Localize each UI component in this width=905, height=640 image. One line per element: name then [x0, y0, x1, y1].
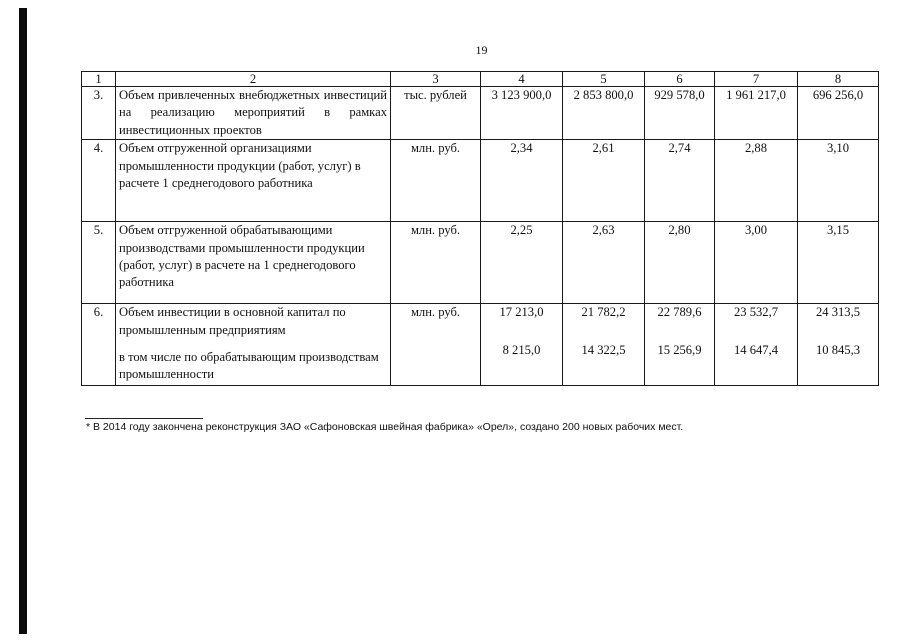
value-cell — [563, 304, 645, 386]
row-number: 5. — [82, 222, 116, 304]
value-cell: 3,10 — [798, 140, 879, 222]
page-number: 19 — [475, 43, 488, 57]
row-number: 4. — [82, 140, 116, 222]
row-description: Объем инвестиции в основной капитал по промышленным предприятиям — [119, 305, 346, 337]
table-row — [82, 140, 879, 222]
row-number: 3. — [82, 87, 116, 140]
value-cell: 696 256,0 — [798, 87, 879, 140]
row-sub-description: в том числе по обрабатывающим производствам промышленности — [119, 349, 379, 382]
footnote: * В 2014 году закончена реконструкция ЗАО «Сафоновская швейная фабрика» «Орел», создано 200 новых рабочих мест. — [86, 421, 684, 433]
table-row — [82, 304, 879, 386]
value: 21 782,2 — [581, 305, 626, 320]
value-cell — [798, 304, 879, 386]
row-number: 6. — [82, 304, 116, 386]
value-cell: 2,61 — [563, 140, 645, 222]
column-header: 4 — [481, 72, 563, 87]
value-cell: 3,15 — [798, 222, 879, 304]
sub-value: 10 845,3 — [815, 342, 861, 357]
row-unit: тыс. рублей — [391, 87, 481, 140]
column-header: 7 — [715, 72, 798, 87]
scan-binding-edge — [19, 8, 27, 634]
row-description: Объем отгруженной организациями промышленности продукции (работ, услуг) в расчете 1 среднегодового работника — [116, 140, 391, 222]
column-number-row — [82, 72, 879, 87]
value-cell: 2,80 — [645, 222, 715, 304]
value-cell: 2,25 — [481, 222, 563, 304]
value-cell: 2 853 800,0 — [563, 87, 645, 140]
value-cell — [481, 304, 563, 386]
value-cell: 3,00 — [715, 222, 798, 304]
row-unit: млн. руб. — [391, 304, 481, 386]
value-cell — [715, 304, 798, 386]
value-cell: 1 961 217,0 — [715, 87, 798, 140]
value: 17 213,0 — [499, 305, 544, 320]
value-cell: 2,74 — [645, 140, 715, 222]
value: 22 789,6 — [657, 305, 702, 320]
sub-value: 15 256,9 — [657, 342, 702, 357]
value-cell: 929 578,0 — [645, 87, 715, 140]
table-row — [82, 87, 879, 140]
value-cell: 2,63 — [563, 222, 645, 304]
indicators-table — [81, 71, 879, 386]
sub-value: 8 215,0 — [502, 342, 541, 357]
column-header: 1 — [82, 72, 116, 87]
sub-value: 14 322,5 — [581, 342, 626, 357]
value-cell: 3 123 900,0 — [481, 87, 563, 140]
footnote-separator — [85, 418, 203, 419]
row-description: Объем отгруженной обрабатывающими производствами промышленности продукции (работ, услуг) в расчете на 1 среднегодового работника — [116, 222, 391, 304]
value-cell: 2,88 — [715, 140, 798, 222]
column-header: 3 — [391, 72, 481, 87]
row-description: Объем привлеченных внебюджетных инвестиций на реализацию мероприятий в рамках инвестиционных проектов — [116, 87, 391, 140]
value: 24 313,5 — [815, 305, 861, 320]
row-description-cell — [116, 304, 391, 386]
row-unit: млн. руб. — [391, 222, 481, 304]
value-cell: 2,34 — [481, 140, 563, 222]
value: 23 532,7 — [733, 305, 779, 320]
sub-value: 14 647,4 — [733, 342, 779, 357]
column-header: 2 — [116, 72, 391, 87]
column-header: 5 — [563, 72, 645, 87]
column-header: 8 — [798, 72, 879, 87]
column-header: 6 — [645, 72, 715, 87]
table-row — [82, 222, 879, 304]
value-cell — [645, 304, 715, 386]
row-unit: млн. руб. — [391, 140, 481, 222]
